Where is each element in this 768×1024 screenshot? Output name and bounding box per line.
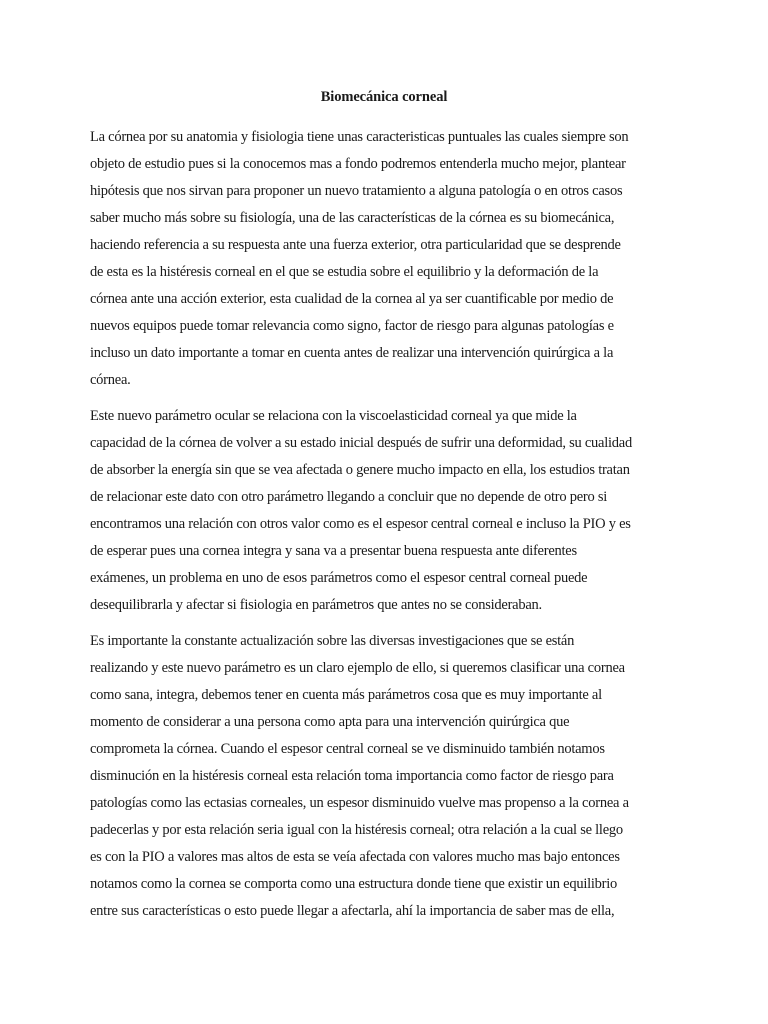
- text-line: patologías como las ectasias corneales, un espesor disminuido vuelve mas propenso a la cornea a: [90, 795, 629, 811]
- text-line: Es importante la constante actualización sobre las diversas investigaciones que se están: [90, 633, 575, 649]
- text-line: encontramos una relación con otros valor como es el espesor central corneal e incluso la PIO y es: [90, 516, 631, 532]
- text-line: de relacionar este dato con otro parámetro llegando a concluir que no depende de otro pero si: [90, 489, 608, 505]
- text-line: capacidad de la córnea de volver a su estado inicial después de sufrir una deformidad, su cualidad: [90, 435, 632, 451]
- text-line: de esta es la histéresis corneal en el que se estudia sobre el equilibrio y la deformación de la: [90, 264, 599, 280]
- text-line: córnea.: [90, 372, 131, 388]
- text-line: momento de considerar a una persona como apta para una intervención quirúrgica que: [90, 714, 570, 730]
- text-line: objeto de estudio pues si la conocemos mas a fondo podremos entenderla mucho mejor, plantear: [90, 156, 626, 172]
- text-line: hipótesis que nos sirvan para proponer un nuevo tratamiento a alguna patología o en otros casos: [90, 183, 623, 199]
- page-title: Biomecánica corneal: [320, 89, 448, 105]
- text-line: notamos como la cornea se comporta como una estructura donde tiene que existir un equilibrio: [90, 876, 618, 892]
- text-line: incluso un dato importante a tomar en cuenta antes de realizar una intervención quirúrgica a la: [90, 345, 614, 361]
- text-line: La córnea por su anatomia y fisiologia tiene unas caracteristicas puntuales las cuales siempre son: [90, 129, 629, 145]
- text-line: haciendo referencia a su respuesta ante una fuerza exterior, otra particularidad que se desprende: [90, 237, 621, 253]
- text-line: exámenes, un problema en uno de esos parámetros como el espesor central corneal puede: [90, 570, 588, 586]
- text-line: saber mucho más sobre su fisiología, una de las características de la córnea es su biomecánica,: [90, 210, 615, 226]
- text-line: Este nuevo parámetro ocular se relaciona con la viscoelasticidad corneal ya que mide la: [90, 408, 577, 424]
- text-line: comprometa la córnea. Cuando el espesor central corneal se ve disminuido también notamos: [90, 741, 605, 757]
- text-line: disminución en la histéresis corneal esta relación toma importancia como factor de riesgo para: [90, 768, 614, 784]
- text-line: como sana, integra, debemos tener en cuenta más parámetros cosa que es muy importante al: [90, 687, 602, 703]
- text-line: de absorber la energía sin que se vea afectada o genere mucho impacto en ella, los estudios tratan: [90, 462, 630, 478]
- text-line: desequilibrarla y afectar si fisiologia en parámetros que antes no se consideraban.: [90, 597, 542, 613]
- text-line: entre sus características o esto puede llegar a afectarla, ahí la importancia de saber mas de ella,: [90, 903, 615, 919]
- text-line: es con la PIO a valores mas altos de esta se veía afectada con valores mucho mas bajo entonces: [90, 849, 620, 865]
- text-line: realizando y este nuevo parámetro es un claro ejemplo de ello, si queremos clasificar una cornea: [90, 660, 625, 676]
- text-line: córnea ante una acción exterior, esta cualidad de la cornea al ya ser cuantificable por medio de: [90, 291, 614, 307]
- text-line: de esperar pues una cornea integra y sana va a presentar buena respuesta ante diferentes: [90, 543, 577, 559]
- text-line: padecerlas y por esta relación seria igual con la histéresis corneal; otra relación a la cual se llego: [90, 822, 623, 838]
- text-line: nuevos equipos puede tomar relevancia como signo, factor de riesgo para algunas patologías e: [90, 318, 614, 334]
